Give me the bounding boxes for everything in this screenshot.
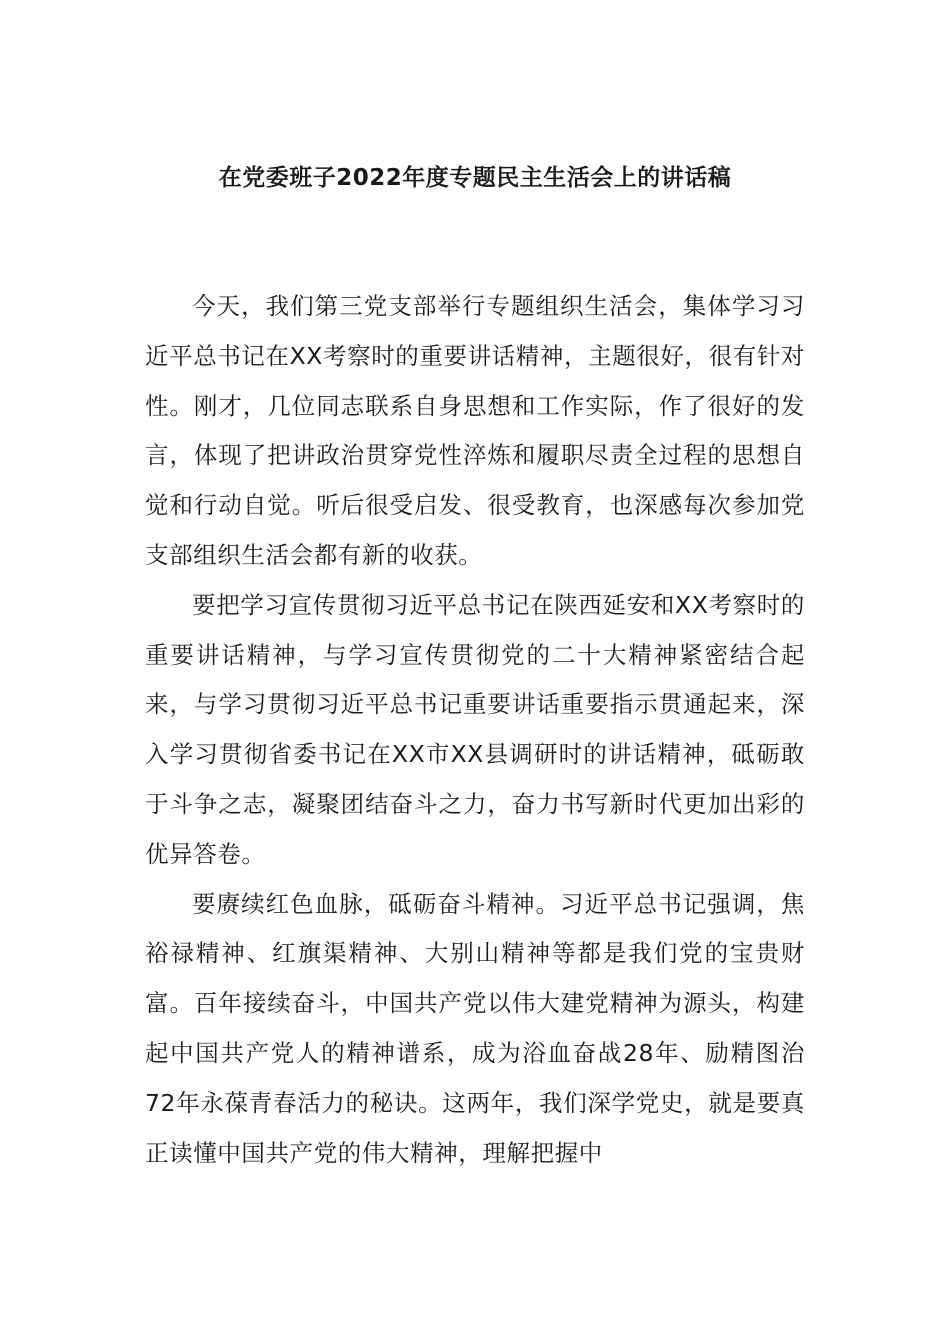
paragraph-1: 今天，我们第三党支部举行专题组织生活会，集体学习习近平总书记在XX考察时的重要讲话精神，主题很好，很有针对性。刚才，几位同志联系自身思想和工作实际，作了很好的发言，体现了把讲政治贯穿党性淬炼和履职尽责全过程的思想自觉和行动自觉。听后很受启发、很受教育，也深感每次参加党支部组织生活会都有新的收获。 (145, 292, 805, 569)
paragraph-2: 要把学习宣传贯彻习近平总书记在陕西延安和XX考察时的重要讲话精神，与学习宣传贯彻党的二十大精神紧密结合起来，与学习贯彻习近平总书记重要讲话重要指示贯通起来，深入学习贯彻省委书记在XX市XX县调研时的讲话精神，砥砺敢于斗争之志，凝聚团结奋斗之力，奋力书写新时代更加出彩的优异答卷。 (145, 590, 805, 868)
document-title: 在党委班子2022年度专题民主生活会上的讲话稿 (218, 165, 732, 191)
paragraph-3: 要赓续红色血脉，砥砺奋斗精神。习近平总书记强调，焦裕禄精神、红旗渠精神、大别山精神等都是我们党的宝贵财富。百年接续奋斗，中国共产党以伟大建党精神为源头，构建起中国共产党人的精神谱系，成为浴血奋战28年、励精图治72年永葆青春活力的秘诀。这两年，我们深学党史，就是要真正读懂中国共产党的伟大精神，理解把握中 (145, 889, 805, 1167)
document-body (145, 282, 805, 1178)
